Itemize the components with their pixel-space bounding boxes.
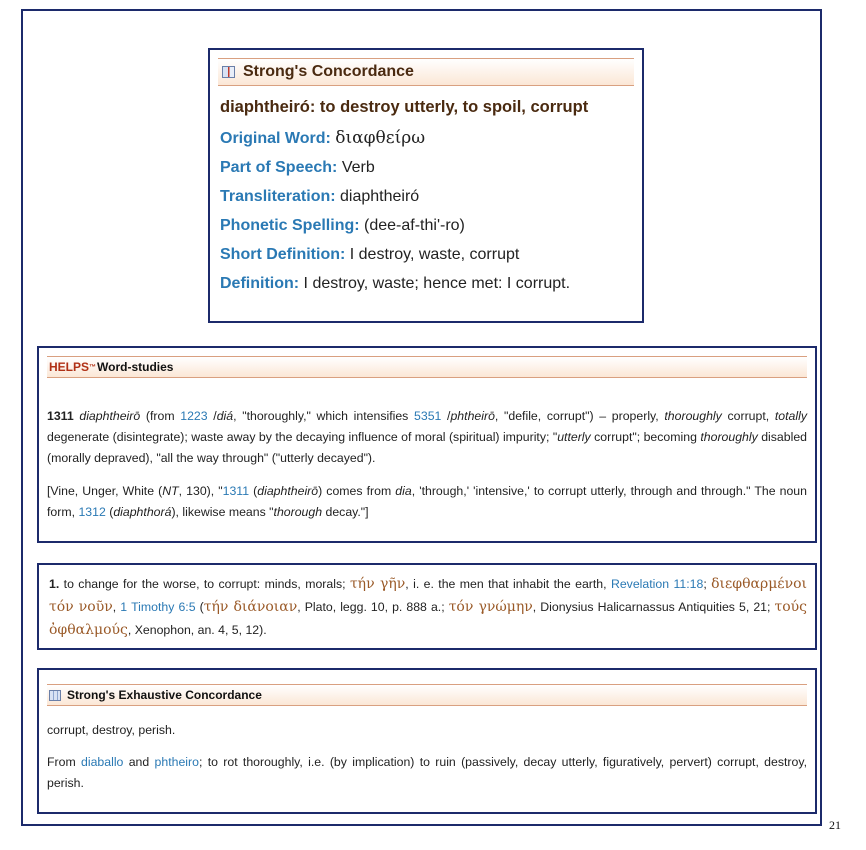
text: / <box>441 409 451 423</box>
strongs-header <box>218 58 634 86</box>
strongs-1223-link[interactable]: 1223 <box>180 409 208 423</box>
greek-phrase: τήν διάνοιαν <box>203 599 298 615</box>
helps-word-studies-panel <box>37 346 817 543</box>
book-icon <box>222 66 235 78</box>
greek-phrase: τόν γνώμην <box>448 599 533 615</box>
helps-paragraph-1 <box>47 406 807 469</box>
text: corrupt"; becoming <box>590 430 701 444</box>
helps-trademark: ™ <box>89 363 97 371</box>
helps-title: Word-studies <box>97 360 174 374</box>
text: , Dionysius Halicarnassus Antiquities 5, 21; <box>532 600 775 614</box>
definition-value: I destroy, waste; hence met: I corrupt. <box>303 275 571 292</box>
helps-header <box>47 356 807 378</box>
original-word-row <box>220 128 634 148</box>
text: From <box>47 755 81 769</box>
text: diá <box>216 409 234 423</box>
text: (from <box>140 409 181 423</box>
strongs-headline: diaphtheiró: to destroy utterly, to spoil, corrupt <box>220 98 589 116</box>
part-of-speech-row <box>220 159 634 177</box>
text: [Vine, Unger, White ( <box>47 484 163 498</box>
text: , i. e. the men that inhabit the earth, <box>405 577 611 591</box>
short-definition-label: Short Definition: <box>220 246 346 263</box>
part-of-speech-value: Verb <box>341 159 375 176</box>
transliteration-row <box>220 188 634 206</box>
text: ; <box>703 577 712 591</box>
text: ( <box>195 600 204 614</box>
text: , <box>112 600 121 614</box>
thayer-paragraph <box>49 573 807 642</box>
text: thoroughly <box>664 409 722 423</box>
phtheiro-link[interactable]: phtheiro <box>154 755 199 769</box>
strongs-concordance-panel <box>208 48 644 323</box>
phonetic-spelling-label: Phonetic Spelling: <box>220 217 360 234</box>
exhaustive-header <box>47 684 807 706</box>
transliteration-value: diaphtheiró <box>340 188 420 205</box>
text: , 130), " <box>178 484 223 498</box>
transliteration-label: Transliteration: <box>220 188 336 205</box>
phonetic-spelling-row <box>220 217 634 235</box>
text: thorough <box>273 505 323 519</box>
text: totally <box>774 409 807 423</box>
exhaustive-header-title: Strong's Exhaustive Concordance <box>67 688 262 702</box>
text: phtheirō <box>450 409 495 423</box>
text: dia <box>395 484 412 498</box>
definition-label: Definition: <box>220 275 300 292</box>
strongs-1312-link[interactable]: 1312 <box>78 505 106 519</box>
revelation-link[interactable]: Revelation 11:18 <box>610 577 704 591</box>
definition-row <box>220 275 634 293</box>
text: thoroughly <box>700 430 758 444</box>
strongs-1311-link[interactable]: 1311 <box>222 484 250 498</box>
part-of-speech-label: Part of Speech: <box>220 159 338 176</box>
timothy-link[interactable]: 1 Timothy 6:5 <box>120 600 196 614</box>
diaballo-link[interactable]: diaballo <box>81 755 124 769</box>
strongs-exhaustive-panel <box>37 668 817 814</box>
strongs-header-title: Strong's Concordance <box>243 63 414 80</box>
greek-phrase: τούς ὀφθαλμούς <box>49 599 807 638</box>
text: diaphthorá <box>113 505 172 519</box>
text: ), likewise means " <box>171 505 274 519</box>
text: , Plato, legg. 10, p. 888 a.; <box>297 600 449 614</box>
text: ; to rot thoroughly, i.e. (by implication) to ruin (passively, decay utterly, figuratively, pervert) corrupt, destroy, perish. <box>47 755 807 790</box>
text: disabled (morally depraved), "all the way through" ("utterly decayed"). <box>47 430 808 465</box>
page-number: 21 <box>829 818 841 832</box>
phonetic-spelling-value: (dee-af-thi'-ro) <box>364 217 465 234</box>
definition-number: 1. <box>49 577 60 591</box>
original-word-value: διαφθείρω <box>335 128 426 148</box>
text: NT <box>162 484 179 498</box>
exhaustive-summary: corrupt, destroy, perish. <box>47 723 176 737</box>
text: diaphtheirō <box>257 484 319 498</box>
text: decay."] <box>322 505 369 519</box>
text: , "defile, corrupt") – properly, <box>494 409 665 423</box>
text: to change for the worse, to corrupt: minds, morals; <box>59 577 350 591</box>
short-definition-value: I destroy, waste, corrupt <box>349 246 520 263</box>
helps-number: 1311 <box>47 409 74 423</box>
greek-phrase: τήν γῆν <box>349 576 406 592</box>
original-word-label: Original Word: <box>220 130 331 147</box>
short-definition-row <box>220 246 634 264</box>
text: , "thoroughly," which intensifies <box>233 409 415 423</box>
text: , Xenophon, an. 4, 5, 12). <box>127 623 267 637</box>
helps-brand: HELPS <box>49 360 90 374</box>
text: degenerate (disintegrate); waste away by the decaying influence of moral (spiritual) impurity; " <box>47 430 558 444</box>
text: , 'through,' 'intensive,' to corrupt utterly, through and through." The noun form, <box>47 484 807 519</box>
table-icon <box>49 690 61 701</box>
text: utterly <box>557 430 591 444</box>
strongs-5351-link[interactable]: 5351 <box>414 409 442 423</box>
exhaustive-etymology <box>47 752 807 794</box>
text: ( <box>105 505 114 519</box>
text: / <box>207 409 217 423</box>
helps-paragraph-2 <box>47 481 807 523</box>
text: corrupt, <box>721 409 775 423</box>
text: and <box>123 755 155 769</box>
text: ( <box>249 484 258 498</box>
greek-phrase: διεφθαρμένοι τόν νοῦν <box>49 576 807 615</box>
thayer-definition-panel <box>37 563 817 650</box>
text: ) comes from <box>318 484 396 498</box>
helps-word: diaphtheirō <box>79 409 141 423</box>
